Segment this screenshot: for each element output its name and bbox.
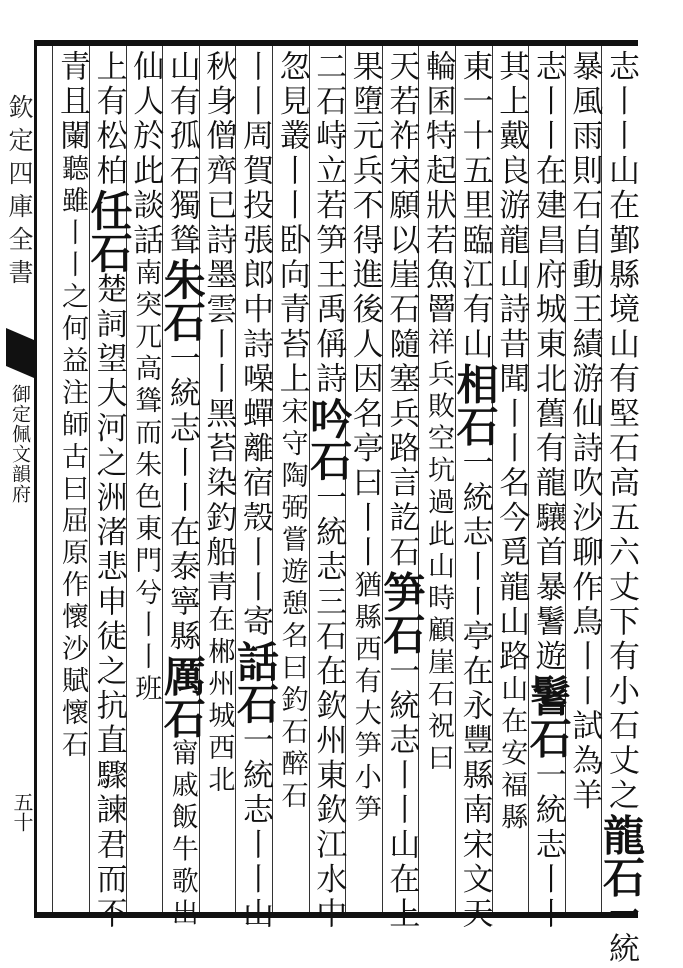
text-run: 果墮元兵不得進後人因名亭曰丨丨 [346, 50, 383, 571]
text-run: 志丨丨在建昌府城東北舊有龍驤首暴鬐遊 [529, 50, 566, 675]
text-run: 一統志丨丨亭在永豐縣南宋文天 [456, 446, 493, 933]
column-text [304, 50, 354, 933]
frame-left-border [34, 40, 37, 918]
text-run: 一統志丨丨 [529, 758, 566, 933]
text-column [304, 46, 354, 933]
fishtail-mark-icon [2, 328, 34, 378]
text-run: 東門兮丨丨班 [130, 514, 162, 707]
text-run: 暴風雨則石自動王績游仙詩吹沙聊作鳥丨丨試為羊 [566, 50, 603, 814]
text-column [450, 46, 500, 933]
text-run: 東一十五里臨江有山 [456, 50, 493, 363]
text-run: 甯戚飯牛歌出 [166, 738, 198, 931]
text-column [52, 46, 89, 912]
entry-heading: 任石 [84, 188, 134, 273]
column-text [419, 50, 456, 776]
text-column [492, 46, 529, 912]
text-column [596, 46, 646, 967]
column-text [84, 50, 134, 933]
column-text [157, 50, 207, 931]
entry-heading: 厲石 [157, 654, 207, 739]
text-run: 天若祚宋願以崖石隨塞兵路言訖石 [383, 50, 420, 571]
text-column [523, 46, 573, 933]
text-run: 上有松柏 [90, 50, 127, 189]
text-run: 一統志三石在欽州東欽江水中 [310, 481, 347, 933]
column-text [53, 50, 90, 762]
text-column [157, 46, 207, 931]
text-run: 仙人於此談話 [127, 50, 164, 259]
text-run: 丨丨山在鄞縣境山有堅石高五六丈下有小石丈之 [602, 84, 639, 814]
page-fold-strip [0, 46, 34, 912]
entry-heading: 相石 [450, 362, 500, 447]
text-column [84, 46, 134, 933]
column-text [596, 50, 646, 967]
text-run: 聽雖丨丨之何益注師古曰屈原作懷沙賦懷石 [56, 154, 88, 763]
text-run: 秋身僧齊已詩墨雲丨丨黑苔染釣船青 [200, 50, 237, 606]
page-number: 五十 [10, 792, 34, 832]
column-text [377, 50, 427, 933]
text-run: 其上戴良游龍山詩昔聞丨丨名今覓龍山路 [493, 50, 530, 675]
text-column [565, 46, 602, 912]
text-run: 一統志丨丨在泰寧縣 [163, 342, 200, 655]
text-run: 青且闌 [53, 50, 90, 155]
column-text [230, 50, 280, 933]
column-text [450, 50, 500, 933]
text-run: 宋守陶弼嘗遊憩名曰釣石醉石 [276, 397, 308, 813]
text-run: 山在安福縣 [496, 674, 528, 835]
text-run: 祥兵敗空坑過此山時顧崖石祝曰 [422, 327, 454, 776]
entry-heading: 笋石 [377, 570, 427, 655]
text-column [199, 46, 236, 912]
entry-heading: 話石 [230, 639, 280, 724]
text-column [418, 46, 455, 912]
text-run: 一統 [602, 897, 639, 967]
text-run: 丨丨周賀投張郎中詩噪蟬離宿殼丨丨寄 [236, 50, 273, 640]
text-column [377, 46, 427, 933]
text-column [272, 46, 309, 912]
text-run: 輪囷特起狀若魚罾 [419, 50, 456, 328]
column-text [523, 50, 573, 933]
text-run: 忽見叢丨丨卧向青苔上 [273, 50, 310, 397]
column-text [127, 50, 164, 706]
entry-heading: 鬐石 [523, 674, 573, 759]
fold-book-title: 御定佩文韻府 [9, 384, 31, 504]
text-run: 楚詞望大河之洲渚悲申徒之抗直驟諫君而不 [90, 272, 127, 933]
text-run: 山有孤石獨聳 [163, 50, 200, 259]
entry-heading: 吟石 [304, 397, 354, 481]
fold-title: 欽定四庫全書 [5, 94, 34, 292]
text-run: 志 [602, 50, 639, 85]
text-column [230, 46, 280, 933]
text-run: 南突兀高聳而朱色 [130, 258, 162, 515]
text-run: 一統志丨丨山在上 [383, 654, 420, 933]
text-column [126, 46, 163, 912]
entry-heading: 龍石 [596, 813, 646, 898]
text-run: 猶縣西有大笋小笋 [349, 570, 381, 827]
text-run: 二石峙立若笋王禹偁詩 [310, 50, 347, 397]
text-run: 在郴州城西北 [203, 605, 235, 798]
entry-heading: 朱石 [157, 258, 207, 343]
text-run: 一統志丨丨山 [236, 723, 273, 933]
